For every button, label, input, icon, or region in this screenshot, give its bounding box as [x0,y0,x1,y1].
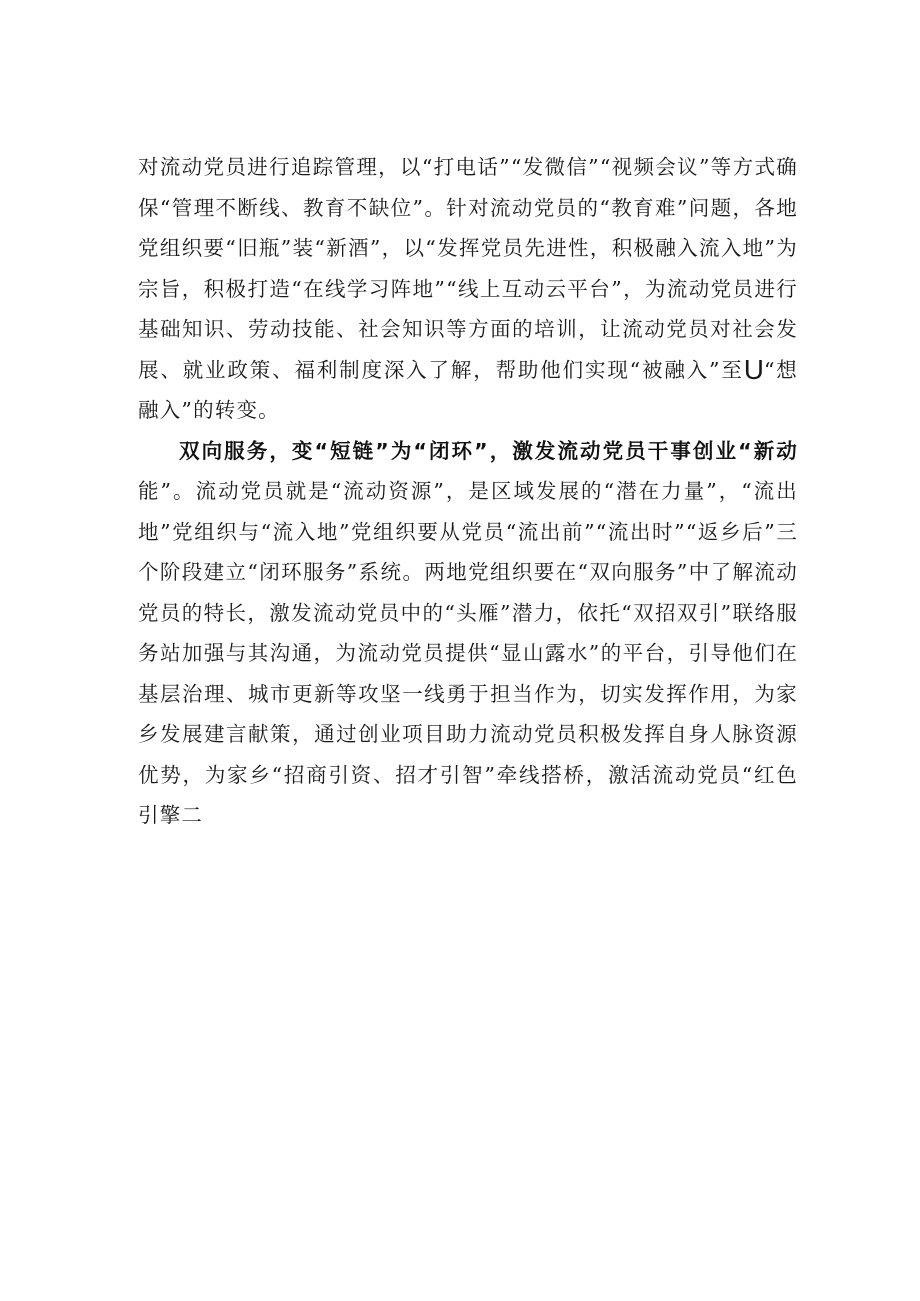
paragraph-service [138,431,798,836]
paragraph-service-text: 流动党员就是“流动资源”，是区域发展的“潜在力量”，“流出地”党组织与“流入地”党组织要从党员“流出前”“流出时”“返乡后”三个阶段建立“闭环服务”系统。两地党组织要在“双向服务”中了解流动党员的特长，激发流动党员中的“头雁”潜力，依托“双招双引”联络服务站加强与其沟通，为流动党员提供“显山露水”的平台，引导他们在基层治理、城市更新等攻坚一线勇于担当作为，切实发挥作用，为家乡发展建言献策，通过创业项目助力流动党员积极发挥自身人脉资源优势，为家乡“招商引资、招才引智”牵线搭桥，激活流动党员“红色引擎二 [138,479,798,827]
paragraph-education [138,147,798,431]
document-body [138,147,798,836]
paragraph-education-text-end: “想融入”的转变。 [138,357,798,422]
section-heading-tail: 能”。 [138,479,196,503]
section-heading: 双向服务，变“短链”为“闭环”，激发流动党员干事创业“新动 [179,438,798,463]
stray-u-glyph: U [743,353,764,385]
paragraph-education-text: 对流动党员进行追踪管理，以“打电话”“发微信”“视频会议”等方式确保“管理不断线、教育不缺位”。针对流动党员的“教育难”问题，各地党组织要“旧瓶”装“新酒”，以“发挥党员先进性，积极融入流入地”为宗旨，积极打造“在线学习阵地”“线上互动云平台”，为流动党员进行基础知识、劳动技能、社会知识等方面的培训，让流动党员对社会发展、就业政策、福利制度深入了解，帮助他们实现“被融入”至 [138,155,798,382]
